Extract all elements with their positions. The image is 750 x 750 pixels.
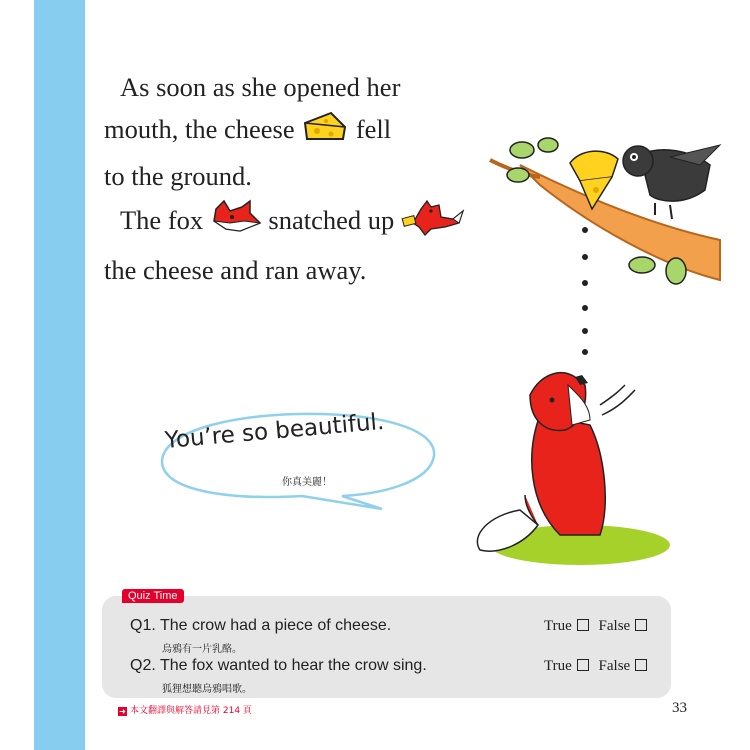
q1-false-checkbox[interactable] <box>635 619 647 631</box>
story-line-3: to the ground. <box>104 160 252 191</box>
story-illustration <box>430 115 750 575</box>
quiz-question-2: Q2. The fox wanted to hear the crow sing. <box>130 657 427 674</box>
q1-false-label: False <box>598 618 631 634</box>
arrow-right-icon: ➜ <box>119 707 126 716</box>
q2-true-label: True <box>544 658 572 674</box>
story-line-2-part-b: fell <box>355 114 392 144</box>
story-line-4-part-a: The fox <box>120 205 204 235</box>
leaf-icon <box>510 142 534 158</box>
quiz-q2-options <box>544 658 653 675</box>
q1-true-label: True <box>544 618 572 634</box>
story-line-2-part-a: mouth, the cheese <box>104 114 295 144</box>
q2-false-label: False <box>598 658 631 674</box>
quiz-time-tab: Quiz Time <box>122 589 184 603</box>
translation-reference-note <box>118 703 252 716</box>
cheese-icon <box>301 109 349 155</box>
q2-false-checkbox[interactable] <box>635 659 647 671</box>
leaf-icon <box>629 257 655 273</box>
leaf-icon <box>666 258 686 284</box>
note-text: 本文翻譯與解答請見第 214 頁 <box>130 706 252 716</box>
story-line-1: As soon as she opened her <box>120 72 401 102</box>
left-color-bar <box>34 0 85 750</box>
fox <box>477 373 670 565</box>
bubble-english-text: You’re so beautiful. <box>163 408 386 454</box>
bubble-chinese-text: 你真美麗！ <box>282 477 332 488</box>
fall-path-dots <box>582 227 588 355</box>
quiz-question-1: Q1. The crow had a piece of cheese. <box>130 617 392 634</box>
crow <box>623 145 720 219</box>
story-line-5: the cheese and ran away. <box>104 254 367 285</box>
fox-head-icon <box>210 199 262 247</box>
q1-true-checkbox[interactable] <box>577 619 589 631</box>
quiz-q1-options <box>544 618 653 635</box>
q2-true-checkbox[interactable] <box>577 659 589 671</box>
leaf-icon <box>507 168 529 182</box>
quiz-question-1-translation: 烏鴉有一片乳酪。 <box>162 644 242 655</box>
page-number: 33 <box>672 700 687 716</box>
quiz-question-2-translation: 狐狸想聽烏鴉唱歌。 <box>162 684 252 695</box>
story-line-4-part-b: snatched up <box>268 205 395 235</box>
leaf-icon <box>538 138 558 152</box>
